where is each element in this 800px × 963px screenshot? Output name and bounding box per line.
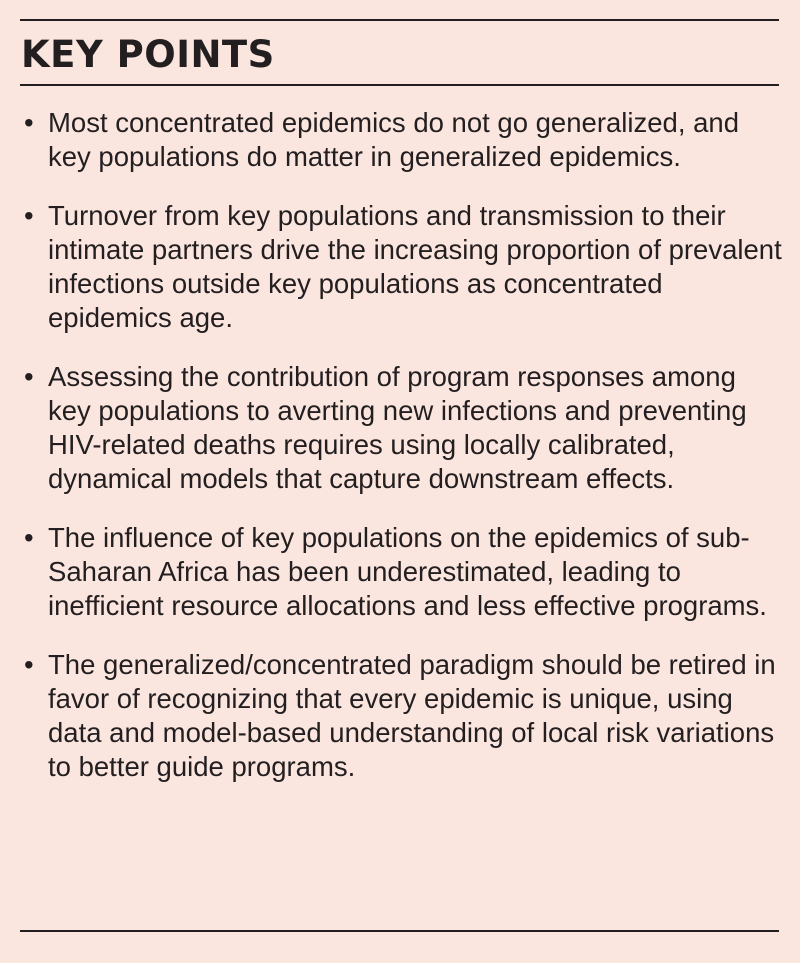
bottom-divider: [20, 930, 779, 932]
bullet-icon: •: [24, 649, 34, 680]
top-divider: [20, 19, 779, 21]
key-point-3: [20, 360, 782, 496]
key-point-text: The influence of key populations on the epidemics of sub-Saharan Africa has been underestimated, leading to inefficient resource allocations and less effective programs.: [48, 522, 767, 621]
bullet-icon: •: [24, 200, 34, 231]
key-point-2: [20, 199, 782, 335]
key-point-text: The generalized/concentrated paradigm should be retired in favor of recognizing that every epidemic is unique, using data and model-based understanding of local risk variations to better guide programs.: [48, 649, 776, 782]
title-divider: [20, 84, 779, 86]
key-point-5: [20, 648, 782, 784]
key-point-text: Assessing the contribution of program responses among key populations to averting new infections and preventing HIV-related deaths requires using locally calibrated, dynamical models that capture downstream effects.: [48, 361, 747, 494]
box-title: KEY POINTS: [21, 33, 275, 76]
key-point-text: Turnover from key populations and transmission to their intimate partners drive the increasing proportion of prevalent infections outside key populations as concentrated epidemics age.: [48, 200, 782, 333]
key-point-1: [20, 106, 782, 174]
bullet-icon: •: [24, 361, 34, 392]
bullet-icon: •: [24, 107, 34, 138]
key-point-4: [20, 521, 782, 623]
key-point-text: Most concentrated epidemics do not go generalized, and key populations do matter in generalized epidemics.: [48, 107, 739, 172]
key-points-list: [20, 106, 782, 809]
bullet-icon: •: [24, 522, 34, 553]
